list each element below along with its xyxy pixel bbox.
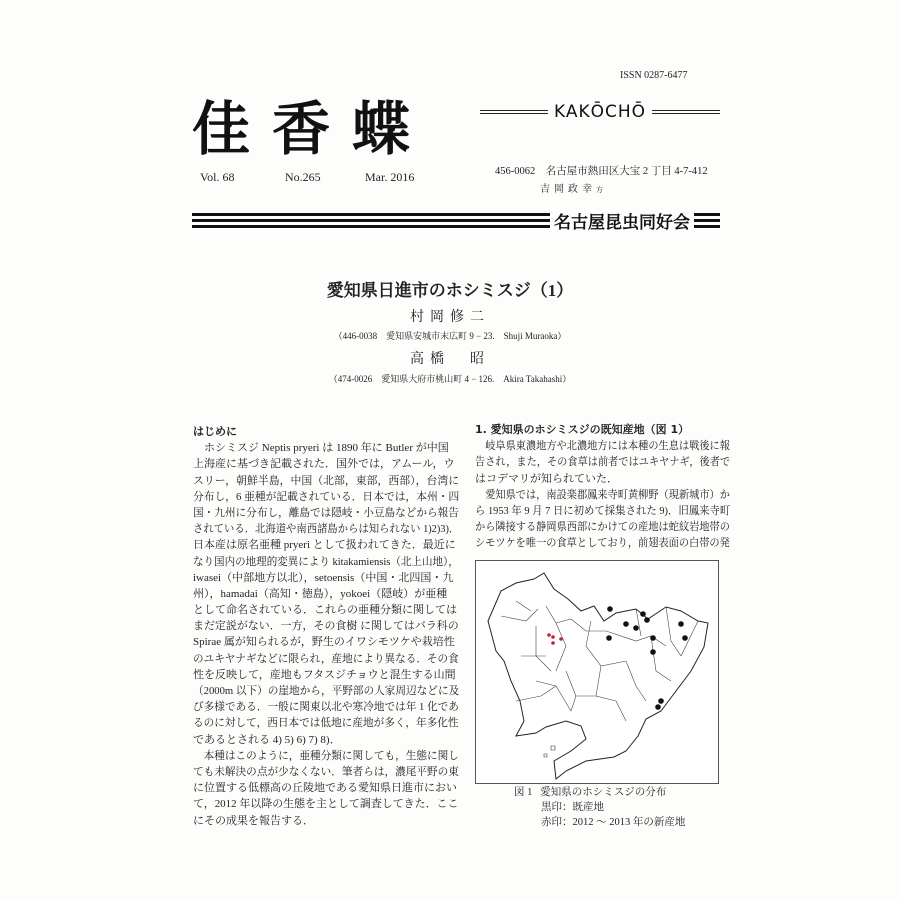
section-heading: はじめに [193,425,237,438]
text-line: るのに対して，西日本では低地に産地が多く，年多化性 [193,717,459,730]
figure-label: 図 1 [514,787,533,798]
known-locality-dot [678,621,684,627]
text-line: 愛知県では，南設楽郡鳳来寺町黄柳野（現新城市）か [485,488,730,501]
text-line: ても未解決の点が少なくない．筆者らは，濃尾平野の東 [193,765,459,778]
text-line: であるとされる 4) 5) 6) 7) 8)． [193,733,341,746]
text-line: （2000m 以下）の崖地から，平野部の人家周辺などに及 [193,685,460,697]
distribution-map [475,560,719,784]
romanized-title-banner [480,102,720,122]
volume: Vol. 68 [200,170,235,184]
known-locality-dot [607,606,613,612]
article-title: 愛知県日進市のホシミスジ（1） [326,281,574,300]
known-locality-dot [655,704,661,710]
text-line: として命名されている．これらの亜種分類に関しては [193,604,457,617]
text-line: 分布し，6 亜種が記載されている．日本では，本州・四 [193,490,460,503]
aichi-map [476,561,718,783]
text-line: に位置する低標高の丘陵地である愛知県日進市におい [193,782,457,795]
text-line: 上海産に基づき記載された．国外では，アムール，ウ [193,458,455,471]
author-name: 村岡修二 [410,309,490,325]
known-locality-dot [658,698,664,704]
text-line: 州），hamadai（高知・徳島），yokoei（隠岐）が亜種 [193,587,448,600]
text-line: から隣接する静岡県西部にかけての産地は蛇紋岩地帯の [475,521,730,534]
known-locality-dot [644,617,650,623]
rule [192,213,550,228]
known-locality-dot [650,635,656,641]
society-banner [192,208,720,233]
text-line: 告され，また，その食草は前者ではユキヤナギ，後者で [475,456,731,469]
rule [480,110,548,114]
text-line: されている．北海道や南西諸島からは知られない 1)2)3)． [193,523,460,536]
text-line: 日本産は原名亜種 pryeri として扱われてきた．最近に [193,539,456,552]
text-line: ホシミスジ Neptis pryeri は 1890 年に Butler が中国 [204,442,449,455]
section-heading: 1. 愛知県のホシミスジの既知産地（図 1） [475,423,690,436]
section1-column [475,422,730,552]
known-locality-dot [640,611,646,617]
text-line: ら 1953 年 9 月 7 日に初めて採集された 9)．旧鳳来寺町 [475,504,731,517]
intro-column [193,424,459,829]
figure-caption [514,785,685,830]
new-locality-dot [547,633,551,637]
issue-date: Mar. 2016 [365,170,415,184]
text-line: 本種はこのように，亜種分類に関しても，生態に関し [203,749,459,762]
editor-address: 456-0062 名古屋市熱田区大宝 2 丁目 4-7-412 [495,166,708,177]
editor-name-text: 吉岡政幸 [540,184,596,195]
known-locality-dot [650,649,656,655]
text-line: なり国内の地理的変異により kitakamiensis（北上山地）， [193,555,459,568]
text-line: iwasei（中部地方以北），setoensis（中国・北四国・九 [193,571,454,584]
known-locality-dot [606,635,612,641]
prefecture-outline [488,573,708,779]
municipal-borders [501,601,698,721]
romanized-title: KAKŌCHŌ [553,102,647,122]
author-affiliation: （474-0026 愛知県大府市桃山町 4 − 126. Akira Takahashi） [328,374,572,384]
author-name: 高橋 昭 [410,351,490,367]
text-line: シモツケを唯一の食草としており，前翅表面の白帯の発 [475,537,730,550]
text-line: 性を反映して，産地もフタスジチョウと混生する山間 [193,668,456,681]
issn: ISSN 0287-6477 [620,70,688,81]
text-line: まだ定説がない．一方，その食樹 に関してはバラ科の [193,620,459,633]
text-line: Spirae 属が知られるが，野生のイワシモツケや栽培性 [193,636,455,649]
figure-title: 愛知県のホシミスジの分布 [540,787,667,798]
text-line: 国・九州に分布し，離島では隠岐・小豆島などから報告 [193,506,459,519]
author-affiliation: （446-0038 愛知県安城市末広町 9 − 23. Shuji Muraoka） [333,331,567,341]
editor-name [540,180,603,195]
society-name: 名古屋昆虫同好会 [554,213,690,233]
new-locality-dot [551,641,555,645]
text-line: び多様である．一般に関東以北や寒冷地では年 1 化であ [193,701,459,714]
known-locality-dot [633,625,639,631]
text-line: スリー，朝鮮半島，中国（北部，東部，西部），台湾に [193,474,460,487]
legend-known: 黒印：既産地 [541,802,604,813]
text-line: て，2012 年以降の生態を主として調査してきた．ここ [193,798,459,811]
rule [652,110,720,114]
island [544,746,555,757]
text-line: にその成果を報告する． [193,814,314,827]
new-locality-dot [551,635,555,639]
known-locality-dot [623,621,629,627]
legend-new: 赤印：2012 〜 2013 年の新産地 [541,817,686,828]
new-locality-dot [559,637,563,641]
known-locality-dot [682,635,688,641]
text-line: 岐阜県東濃地方や北濃地方には本種の生息は戦後に報 [485,440,730,453]
text-line: のユキヤナギなどに限られ，産地により異なる．その食 [193,652,459,665]
rule [694,213,720,228]
journal-title: 佳香蝶 [192,95,433,163]
editor-suffix: 方 [596,186,603,194]
text-line: はコデマリが知られていた． [475,472,618,485]
issue-number: No.265 [285,170,321,184]
